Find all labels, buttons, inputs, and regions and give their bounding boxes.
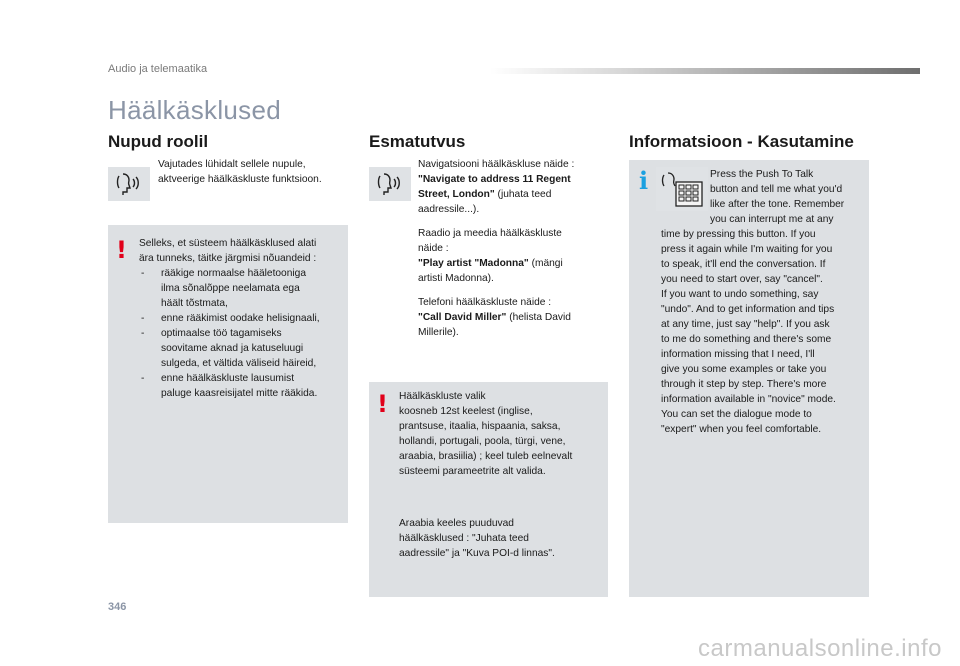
col2-language-text: Häälkäskluste valik koosneb 12st keelest (inglise, prantsuse, itaalia, hispaania, saksa, hollandi, portugali, poola, türgi, vene, araabia, brasiilia) ; keel tuleb eelnevalt süsteemi parameetrite alt valida. (399, 391, 573, 477)
col1-warning-text: Selleks, et süsteem häälkäsklused alati ära tunneks, täitke järgmisi nõuandeid : - rääkige normaalse hääletooniga ilma sõnalõppe neelamata ega häält tõstmata, - enne rääkimist oodake helisignaali, - optimaalse töö tagamiseks soovitame aknad ja katuseluugi sulgeda, et vältida väliseid häireid, - enne häälkäskluste lausumist paluge kaasreisijatel mitte rääkida. (139, 236, 344, 401)
col2-examples: Navigatsiooni häälkäskluse näide : "Navigate to address 11 Regent Street, London" (juhata teed aadressile...). Raadio ja meedia häälkäskluste näide : "Play artist "Madonna" (mängi artisti Madonna). Telefoni häälkäskluste näide : "Call David Miller" (helista David Millerile). (418, 159, 575, 338)
col1-heading: Nupud roolil (108, 132, 209, 151)
col1-intro: Vajutades lühidalt sellele nupule, aktveerige häälkäskluste funktsioon. (158, 159, 322, 185)
col3-text-right: Press the Push To Talk button and tell me what you'd like after the tone. Remember you can interrupt me at any (710, 169, 845, 225)
voice-command-icon (108, 167, 150, 201)
list-item: - enne rääkimist oodake helisignaali, (141, 313, 320, 324)
col2-arabic-note: Araabia keeles puuduvad häälkäsklused : "Juhata teed aadressile" ja "Kuva POI-d linnas". (399, 518, 555, 559)
warning-icon: ! (116, 236, 127, 264)
col3-heading: Informatsioon - Kasutamine (629, 132, 854, 151)
voice-command-icon (369, 167, 411, 201)
header-gradient-bar (490, 68, 920, 74)
col2-heading: Esmatutvus (369, 132, 466, 151)
list-item: - enne häälkäskluste lausumist paluge kaasreisijatel mitte rääkida. (141, 373, 318, 399)
list-item: - rääkige normaalse hääletooniga ilma sõnalõppe neelamata ega häält tõstmata, (141, 268, 306, 309)
watermark: carmanualsonline.info (698, 635, 942, 662)
col3-text-full: time by pressing this button. If you press it again while I'm waiting for you to speak, it'll end the conversation. If you need to start over, say "cancel". If you want to undo something, say "undo". And to get information and tips at any time, just say "help". If you ask to me do something and there's some information missing that I need, I'll give you some examples or take you through it step by step. There's more information available in "novice" mode. You can set the dialogue mode to "expert" when you feel comfortable. (661, 229, 836, 435)
voice-keypad-icon (656, 167, 708, 211)
page-number: 346 (108, 601, 127, 613)
page-title: Häälkäsklused (108, 95, 281, 125)
warning-icon: ! (377, 390, 388, 418)
info-icon: i (639, 166, 649, 195)
section-header: Audio ja telemaatika (108, 63, 208, 75)
list-item: - optimaalse töö tagamiseks soovitame aknad ja katuseluugi sulgeda, et vältida väliseid häireid, (141, 328, 317, 369)
